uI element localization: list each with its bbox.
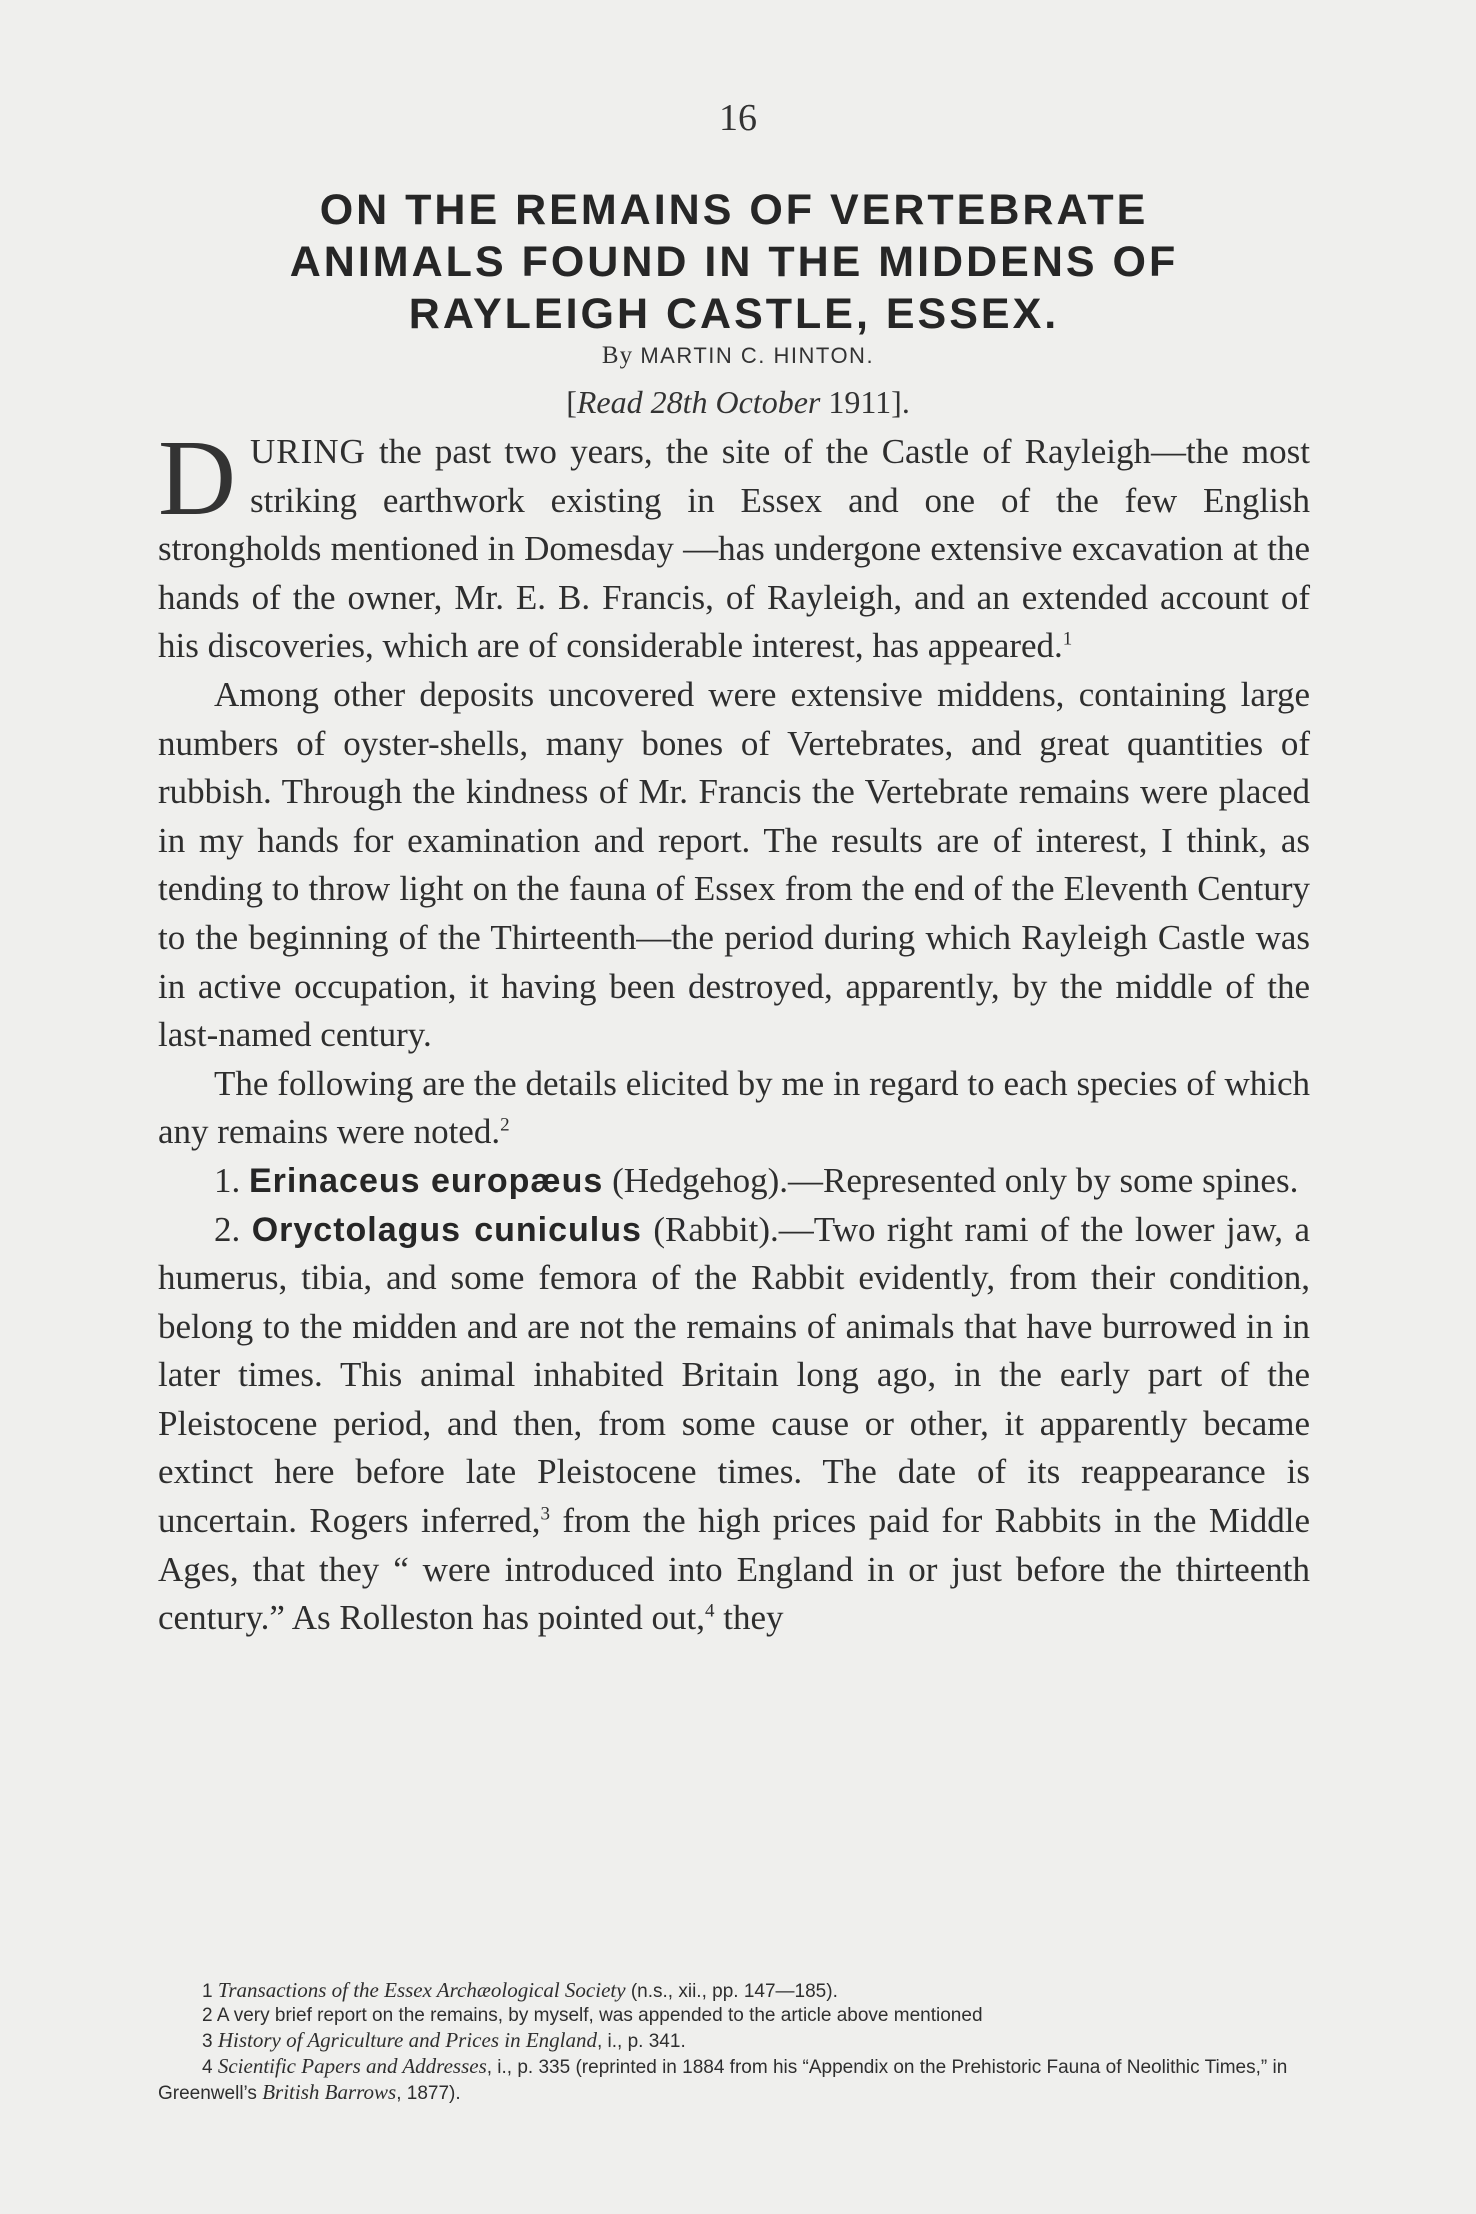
species-entry-rabbit bbox=[158, 1206, 1310, 1643]
paragraph-details bbox=[158, 1060, 1310, 1157]
paragraph-intro-text: the past two years, the site of the Castle of Rayleigh—the most striking earthwork existing in Essex and one of the few English strongholds mentioned in Domesday —has undergone extensive excavation at the hands of the owner, Mr. E. B. Francis, of Rayleigh, and an extended account of his discoveries, which are of considerable interest, has appeared. bbox=[158, 432, 1310, 666]
species-text-c: they bbox=[714, 1598, 784, 1638]
paragraph-middens: Among other deposits uncovered were extensive middens, containing large numbers of oyster-shells, many bones of Vertebrates, and great quantities of rubbish. Through the kindness of Mr. Francis the Vertebrate remains were placed in my hands for examination and report. The results are of interest, I think, as tending to throw light on the fauna of Essex from the end of the Eleventh Century to the beginning of the Thirteenth—the period during which Rayleigh Castle was in active occupation, it having been destroyed, apparently, by the middle of the last-named century. bbox=[158, 674, 1310, 1055]
byline bbox=[0, 342, 1476, 370]
species-name: Oryctolagus cuniculus bbox=[251, 1210, 642, 1249]
paragraph-details-text: The following are the details elicited by me in regard to each species of which any remains were noted. bbox=[158, 1063, 1310, 1152]
read-date-note bbox=[0, 384, 1476, 421]
footnote-number: 4 bbox=[202, 2057, 213, 2078]
species-text: (Hedgehog).—Represented only by some spines. bbox=[603, 1160, 1299, 1200]
article-body bbox=[158, 419, 1311, 1643]
footnote-title: British Barrows bbox=[262, 2080, 397, 2104]
species-text-b: from the high prices paid for Rabbits in the Middle Ages, that they “ were introduced into England in or just before the thirteenth century.” As Rolleston has pointed out, bbox=[158, 1501, 1310, 1638]
species-text-a: (Rabbit).—Two right rami of the lower jaw, a humerus, tibia, and some femora of the Rabbit evidently, from their condition, belong to the midden and are not the remains of animals that have burrowed in in later times. This animal inhabited Britain long ago, in the early part of the Pleistocene period, and then, from some cause or other, it apparently became extinct here before late Pleistocene times. The date of its reappearance is uncertain. Rogers inferred, bbox=[158, 1209, 1311, 1541]
footnote-ref-4: 4 bbox=[704, 1600, 715, 1622]
first-word-rest: URING bbox=[250, 432, 366, 471]
footnote-number: 3 bbox=[202, 2031, 213, 2052]
footnote-title: Scientific Papers and Addresses bbox=[217, 2054, 487, 2078]
footnote-2 bbox=[158, 2004, 1310, 2028]
drop-cap: D bbox=[158, 419, 236, 538]
footnote-text: , i., p. 341. bbox=[597, 2031, 686, 2052]
footnote-4 bbox=[158, 2054, 1310, 2106]
paragraph-intro bbox=[158, 419, 1310, 671]
read-note-text: Read 28th October bbox=[576, 384, 821, 420]
footnote-ref-1: 1 bbox=[1062, 628, 1073, 650]
article-title bbox=[158, 184, 1310, 340]
species-number: 1. bbox=[214, 1160, 241, 1200]
footnote-text: , 1877). bbox=[396, 2083, 461, 2104]
footnote-text: (n.s., xii., pp. 147—185). bbox=[625, 1981, 838, 2002]
footnote-1 bbox=[158, 1978, 1310, 2004]
title-line-2: ANIMALS FOUND IN THE MIDDENS OF bbox=[289, 238, 1179, 286]
read-note-close: ]. bbox=[891, 384, 910, 420]
title-line-3: RAYLEIGH CASTLE, ESSEX. bbox=[408, 290, 1060, 338]
species-number: 2. bbox=[214, 1209, 241, 1249]
species-entry-hedgehog bbox=[158, 1157, 1310, 1206]
footnote-ref-2: 2 bbox=[500, 1114, 510, 1136]
read-note-year: 1911 bbox=[828, 384, 892, 420]
species-name: Erinaceus europæus bbox=[249, 1161, 604, 1200]
footnote-title: History of Agriculture and Prices in England bbox=[217, 2028, 597, 2052]
page-number: 16 bbox=[719, 97, 757, 139]
footnote-number: 1 bbox=[202, 1981, 213, 2002]
read-note-open: [ bbox=[566, 384, 577, 420]
footnote-ref-3: 3 bbox=[540, 1503, 550, 1525]
footnote-text: , i., p. 335 (reprinted in 1884 from his “Appendix on the Prehistoric Fauna of Neolithic Times,” in Greenwell’s bbox=[158, 2057, 1288, 2104]
footnote-3 bbox=[158, 2028, 1310, 2054]
footnote-title: Transactions of the Essex Archæological Society bbox=[217, 1978, 626, 2002]
title-line-1: ON THE REMAINS OF VERTEBRATE bbox=[319, 186, 1149, 234]
byline-prefix: By bbox=[601, 342, 634, 369]
footnotes bbox=[158, 1978, 1310, 2106]
author-name: MARTIN C. HINTON. bbox=[640, 343, 875, 368]
footnote-number: 2 bbox=[202, 2005, 213, 2026]
footnote-text: A very brief report on the remains, by myself, was appended to the article above mentioned bbox=[216, 2005, 983, 2026]
